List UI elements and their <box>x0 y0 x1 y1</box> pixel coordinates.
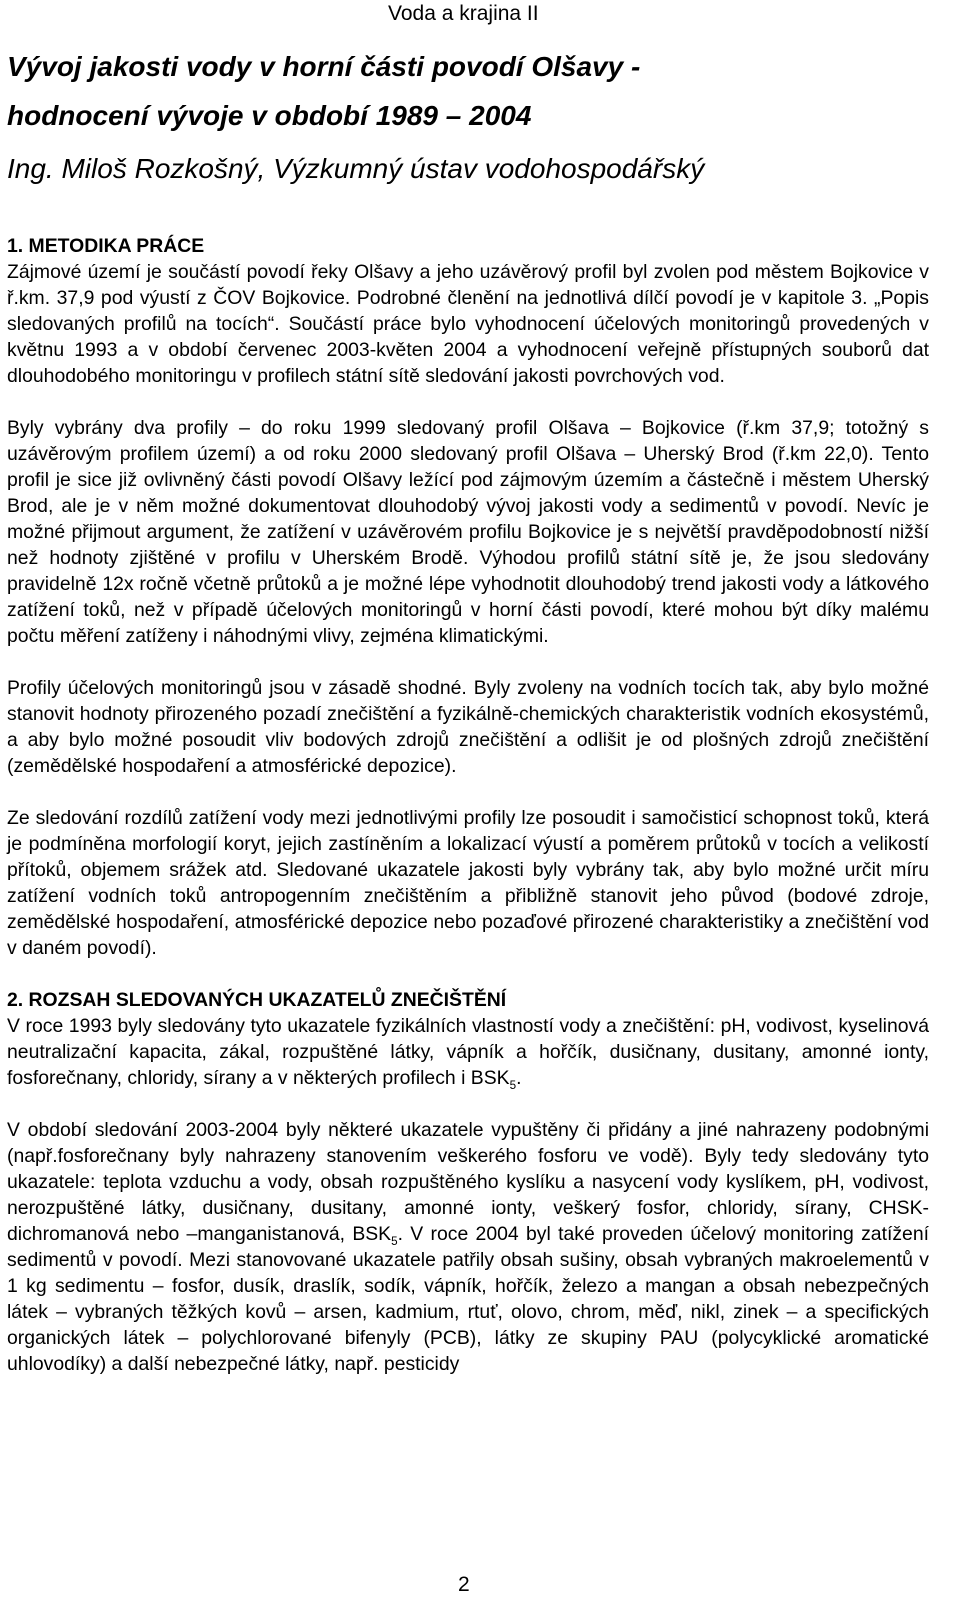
title-line-2: hodnocení vývoje v období 1989 – 2004 <box>7 100 532 131</box>
section-1-paragraph-2: Byly vybrány dva profily – do roku 1999 sledovaný profil Olšava – Bojkovice (ř.km 37,9; totožný s uzávěrovým profilem území) a od roku 2000 sledovaný profil Olšava – Uherský Brod (ř.km 22,0). Tento profil je sice již ovlivněný části povodí Olšavy ležící pod zájmovým územím a částečně i městem Uherský Brod, ale je v něm možné dokumentovat dlouhodobý vývoj jakosti vody a sedimentů v povodí. Nevíc je možné přijmout argument, že zatížení v uzávěrovém profilu Bojkovice je s největší pravděpodobností nižší než hodnoty zjištěné v profilu v Uherském Brodě. Výhodou profilů státní sítě je, že jsou sledovány pravidelně 12x ročně včetně průtoků a je možné lépe vyhodnotit dlouhodobý trend jakosti vody a látkového zatížení toků, než v případě účelových monitoringů v horní části povodí, které mohou být díky malému počtu měření zatíženy i náhodnými vlivy, zejména klimatickými. <box>7 417 929 647</box>
section-1-paragraph-3: Profily účelových monitoringů jsou v zásadě shodné. Byly zvoleny na vodních tocích tak, aby bylo možné stanovit hodnoty přirozeného pozadí znečištění a fyzikálně-chemických charakteristik vodních ekosystémů, a aby bylo možné posoudit vliv bodových zdrojů znečištění a odlišit je od plošných zdrojů znečištění (zemědělské hospodaření a atmosférické depozice). <box>7 677 929 777</box>
section-2-paragraph-2: V období sledování 2003-2004 byly některé ukazatele vypuštěny či přidány a jiné nahrazeny podobnými (např.fosforečnany byly nahrazeny stanovením veškerého fosforu ve vodě). Byly tedy sledovány tyto ukazatele: teplota vzduchu a vody, obsah rozpuštěného kyslíku a nasycení vody kyslíkem, pH, vodivost, nerozpuštěné látky, dusičnany, dusitany, amonné ionty, veškerý fosfor, chloridy, sírany, CHSK-dichromanová nebo –manganistanová, $BSK_5$. V roce 2004 byl také proveden účelový monitoring zatížení sedimentů v povodí. Mezi stanovované ukazatele patřily obsah sušiny, obsah vybraných makroelementů v 1 kg sedimentu – fosfor, dusík, draslík, sodík, vápník, hořčík, železo a mangan a obsah nebezpečných látek – vybraných těžkých kovů – arsen, kadmium, rtuť, olovo, chrom, měď, nikl, zinek – a specifických organických látek – polychlorované bifenyly (PCB), látky ze skupiny PAU (polycyklické aromatické uhlovodíky) a další nebezpečné látky, např. pesticidy <box>7 1119 929 1375</box>
author-line: Ing. Miloš Rozkošný, Výzkumný ústav vodohospodářský <box>7 153 705 184</box>
section-1-paragraph-4: Ze sledování rozdílů zatížení vody mezi jednotlivými profily lze posoudit i samočisticí schopnost toků, která je podmíněna morfologií koryt, jejich zastíněním a lokalizací výustí a poměrem průtoků v tocích a velikostí přítoků, objemem srážek atd. Sledované ukazatele jakosti byly vybrány tak, aby bylo možné určit míru zatížení vodních toků antropogenním znečištěním a přibližně stanovit jeho původ (bodové zdroje, zemědělské hospodaření, atmosférické depozice nebo pozaďové přirozené charakteristiky a znečištění vod v daném povodí). <box>7 807 929 959</box>
page-number: 2 <box>458 1573 470 1596</box>
section-2-paragraph-1: V roce 1993 byly sledovány tyto ukazatele fyzikálních vlastností vody a znečištění: pH, vodivost, kyselinová neutralizační kapacita, zákal, rozpuštěné látky, vápník a hořčík, dusičnany, dusitany, amonné ionty, fosforečnany, chloridy, sírany a v některých profilech i $BSK_5$. <box>7 1015 929 1092</box>
title-line-1: Vývoj jakosti vody v horní části povodí Olšavy - <box>7 51 641 82</box>
section-1-heading: 1. METODIKA PRÁCE <box>7 235 205 257</box>
body-text <box>7 233 929 1377</box>
section-1-paragraph-1: Zájmové území je součástí povodí řeky Olšavy a jeho uzávěrový profil byl zvolen pod městem Bojkovice v ř.km. 37,9 pod výustí z ČOV Bojkovice. Podrobné členění na jednotlivá dílčí povodí je v kapitole 3. „Popis sledovaných profilů na tocích“. Součástí práce bylo vyhodnocení účelových monitoringů provedených v květnu 1993 a v období červenec 2003-květen 2004 a vyhodnocení veřejně přístupných souborů dat dlouhodobého monitoringu v profilech státní sítě sledování jakosti povrchových vod. <box>7 261 929 387</box>
section-2-heading: 2. ROZSAH SLEDOVANÝCH UKAZATELŮ ZNEČIŠTĚNÍ <box>7 989 507 1011</box>
document-title <box>7 42 947 140</box>
running-header: Voda a krajina II <box>388 2 539 25</box>
